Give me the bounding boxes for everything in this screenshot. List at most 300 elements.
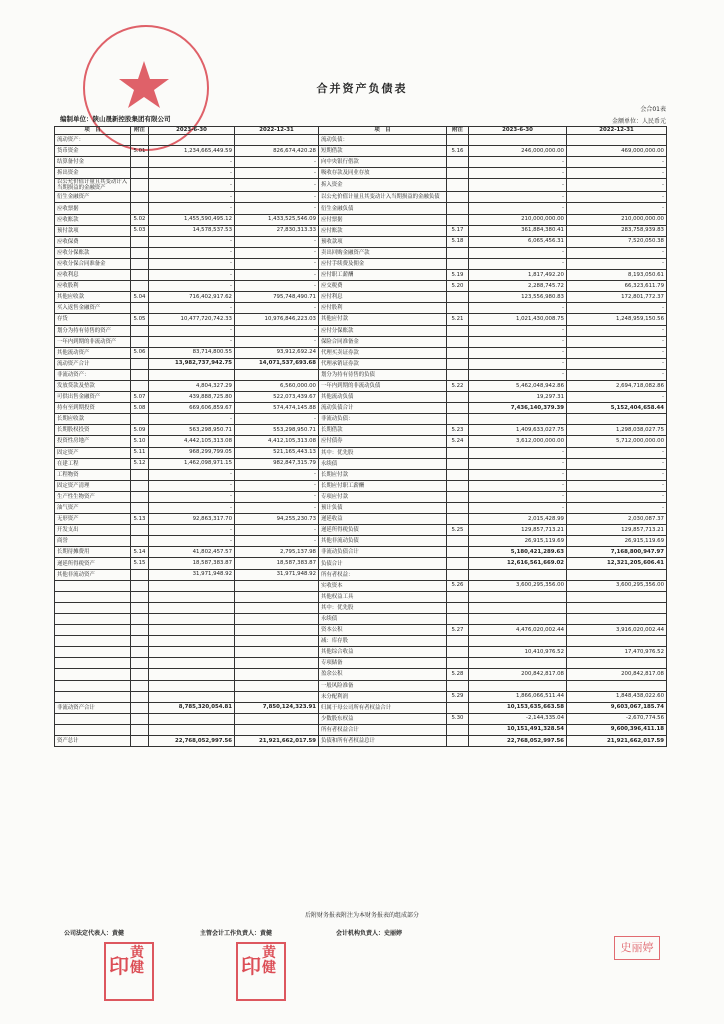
cell-right-2023: 5,180,421,289.63 [469,547,567,558]
col-header-date1-left: 2023-6-30 [149,127,235,135]
cell-left-2023: - [149,325,235,336]
cell-left-2022: - [235,303,319,314]
cell-left-2022 [235,713,319,724]
cell-right-note: 5.23 [447,425,469,436]
table-row [55,157,667,168]
cell-left-note: 5.08 [131,403,149,414]
cell-left-item: 预付款项 [55,225,131,236]
cell-left-note [131,203,149,214]
cell-right-note: 5.29 [447,691,469,702]
table-row [55,636,667,647]
cell-left-2022: 7,850,124,323.91 [235,702,319,713]
cell-right-2023 [469,680,567,691]
cell-left-item: 在建工程 [55,458,131,469]
cell-right-2022: - [567,491,667,502]
cell-left-2022: 982,847,315.79 [235,458,319,469]
cell-right-2023: 361,884,380.41 [469,225,567,236]
cell-right-2022: 1,298,038,027.75 [567,425,667,436]
cell-right-2023: - [469,369,567,380]
cell-left-note [131,735,149,746]
cell-left-2022: 94,255,230.73 [235,514,319,525]
cell-left-2022: 31,971,948.92 [235,569,319,580]
cell-right-2023: 4,476,020,002.44 [469,625,567,636]
cell-right-2023: - [469,179,567,192]
cell-left-note [131,135,149,146]
table-row [55,735,667,746]
cell-left-item: 投资性房地产 [55,436,131,447]
table-row [55,292,667,303]
cell-right-note [447,247,469,258]
table-row [55,613,667,624]
cell-left-2022: - [235,236,319,247]
cell-left-item: 存货 [55,314,131,325]
cell-right-note [447,392,469,403]
cell-right-2023: 19,297.31 [469,392,567,403]
cell-right-item: 减：库存股 [319,636,447,647]
cell-left-2022: 18,587,383.87 [235,558,319,569]
cell-left-item: 固定资产清理 [55,480,131,491]
cell-right-item: 资本公积 [319,625,447,636]
cell-left-item: 流动资产： [55,135,131,146]
col-header-note-left: 附注 [131,127,149,135]
cell-left-2022: 522,073,439.67 [235,392,319,403]
cell-right-item: 负债合计 [319,558,447,569]
cell-left-item: 油气资产 [55,503,131,514]
cell-left-2023 [149,658,235,669]
cell-left-2022 [235,647,319,658]
table-row [55,347,667,358]
cell-left-note: 5.14 [131,547,149,558]
footer-note: 后附财务报表附注为本财务报表的组成部分 [304,912,419,919]
table-row [55,724,667,735]
cell-left-item: 发放贷款及垫款 [55,380,131,391]
cell-right-2023: - [469,480,567,491]
signature-accounting-dept: 会计机构负责人：史丽婷 [336,930,403,937]
cell-left-2022: 27,830,313.33 [235,225,319,236]
cell-left-2023: - [149,281,235,292]
cell-left-note: 5.09 [131,425,149,436]
table-row [55,403,667,414]
cell-right-note [447,458,469,469]
cell-right-2022 [567,658,667,669]
cell-left-2023 [149,625,235,636]
cell-left-2022: - [235,414,319,425]
cell-right-note [447,447,469,458]
cell-left-item: 固定资产 [55,447,131,458]
cell-left-2023: 41,802,457.57 [149,547,235,558]
cell-left-item: 应收利息 [55,270,131,281]
cell-left-note [131,658,149,669]
table-row [55,580,667,591]
cell-left-note [131,491,149,502]
cell-right-item: 未分配利润 [319,691,447,702]
cell-left-item: 应收股利 [55,281,131,292]
cell-right-2023 [469,414,567,425]
cell-left-2023 [149,580,235,591]
cell-right-item: 短期借款 [319,146,447,157]
cell-left-2023: 1,234,665,449.59 [149,146,235,157]
cell-left-2023: - [149,236,235,247]
table-row [55,179,667,192]
cell-right-2022 [567,680,667,691]
cell-left-note [131,192,149,203]
cell-right-note [447,503,469,514]
cell-right-2023: - [469,303,567,314]
cell-right-item: 长期借款 [319,425,447,436]
cell-left-2022 [235,135,319,146]
table-row [55,558,667,569]
cell-left-2023: 14,578,537.53 [149,225,235,236]
cell-right-2023: - [469,325,567,336]
table-row [55,591,667,602]
cell-right-note: 5.22 [447,380,469,391]
table-row [55,625,667,636]
cell-right-2023: - [469,336,567,347]
table-row [55,314,667,325]
cell-left-item: 长期股权投资 [55,425,131,436]
cell-left-note: 5.04 [131,292,149,303]
cell-right-note [447,491,469,502]
cell-right-2022: - [567,303,667,314]
cell-right-note [447,157,469,168]
page-title: 合并资产负债表 [316,82,408,95]
cell-left-item [55,591,131,602]
cell-right-2023: 1,866,066,511.44 [469,691,567,702]
table-row [55,380,667,391]
cell-left-note [131,157,149,168]
cell-left-item: 非流动资产： [55,369,131,380]
cell-right-item: 其他流动负债 [319,392,447,403]
cell-right-item: 代理承销证券款 [319,358,447,369]
cell-right-2023: - [469,458,567,469]
table-row [55,503,667,514]
cell-right-2022: - [567,179,667,192]
cell-right-2023: 26,915,119.69 [469,536,567,547]
cell-right-2022: - [567,458,667,469]
table-row [55,436,667,447]
cell-left-note [131,303,149,314]
cell-left-note [131,702,149,713]
cell-left-2022: 1,433,525,546.09 [235,214,319,225]
cell-right-2022: - [567,192,667,203]
table-row [55,203,667,214]
cell-left-note [131,247,149,258]
cell-right-2023: 3,600,295,356.00 [469,580,567,591]
cell-right-2023: -2,144,335.04 [469,713,567,724]
company-name: 编制单位：陕山晟新控股集团有限公司 [60,115,171,123]
cell-left-2023 [149,647,235,658]
cell-left-note [131,680,149,691]
cell-left-note [131,325,149,336]
cell-right-item: 其他应付款 [319,314,447,325]
cell-left-item: 一年内到期的非流动资产 [55,336,131,347]
cell-right-item: 拆入资金 [319,179,447,192]
cell-left-note: 5.06 [131,347,149,358]
cell-right-item: 长期应付款 [319,469,447,480]
cell-left-note: 5.05 [131,314,149,325]
cell-left-item: 无形资产 [55,514,131,525]
cell-left-item: 结算备付金 [55,157,131,168]
cell-right-item: 应付职工薪酬 [319,270,447,281]
table-row [55,336,667,347]
cell-left-2022: - [235,281,319,292]
cell-left-2022 [235,602,319,613]
cell-right-note: 5.19 [447,270,469,281]
cell-left-note [131,258,149,269]
cell-right-note [447,613,469,624]
cell-left-item: 其他应收款 [55,292,131,303]
cell-left-2023: - [149,303,235,314]
cell-left-note [131,414,149,425]
cell-left-2022: 521,165,443.13 [235,447,319,458]
cell-right-note: 5.21 [447,314,469,325]
cell-right-2022: 5,152,404,658.44 [567,403,667,414]
cell-left-note [131,569,149,580]
cell-left-2022 [235,658,319,669]
cell-left-item: 货币资金 [55,146,131,157]
signature-accounting-head: 主管会计工作负责人：黄健 [200,930,273,937]
personal-seal-1: 印 黄 健 [104,942,154,1001]
cell-left-item [55,669,131,680]
cell-left-item: 非流动资产合计 [55,702,131,713]
cell-right-2022: 2,030,087.37 [567,514,667,525]
cell-right-2022: 3,600,295,356.00 [567,580,667,591]
cell-left-2023: - [149,168,235,179]
cell-left-item: 开发支出 [55,525,131,536]
cell-left-item: 流动资产合计 [55,358,131,369]
cell-left-item: 其他流动资产 [55,347,131,358]
table-row [55,358,667,369]
cell-left-note [131,236,149,247]
table-row [55,480,667,491]
cell-left-2022: - [235,179,319,192]
cell-right-2023: 6,065,456.31 [469,236,567,247]
cell-right-2022: 12,321,205,606.41 [567,558,667,569]
table-row [55,491,667,502]
cell-left-2023: 968,299,799.05 [149,447,235,458]
cell-left-note [131,602,149,613]
cell-left-item: 衍生金融资产 [55,192,131,203]
cell-left-item: 应收账款 [55,214,131,225]
cell-right-2022: - [567,358,667,369]
cell-right-note [447,347,469,358]
cell-right-2023 [469,569,567,580]
cell-left-item: 应收分保账款 [55,247,131,258]
cell-right-2023 [469,658,567,669]
cell-left-item [55,602,131,613]
cell-left-note [131,525,149,536]
cell-right-2023: 22,768,052,997.56 [469,735,567,746]
cell-right-note [447,547,469,558]
cell-left-item: 买入返售金融资产 [55,303,131,314]
cell-left-2022: 553,298,950.71 [235,425,319,436]
table-row [55,135,667,146]
cell-left-2022: - [235,525,319,536]
cell-right-2022: 1,848,438,022.60 [567,691,667,702]
table-row [55,691,667,702]
cell-left-2023: - [149,258,235,269]
cell-left-2022: - [235,480,319,491]
table-row [55,547,667,558]
cell-left-note: 5.03 [131,225,149,236]
personal-seal-2: 印 黄 健 [236,942,286,1001]
cell-left-2023: - [149,491,235,502]
cell-right-2023: 246,000,000.00 [469,146,567,157]
cell-left-2023 [149,591,235,602]
cell-right-item: 应付利息 [319,292,447,303]
cell-left-note: 5.02 [131,214,149,225]
cell-right-note [447,636,469,647]
cell-left-item [55,680,131,691]
cell-right-note [447,735,469,746]
cell-left-note [131,270,149,281]
cell-left-2022: - [235,491,319,502]
cell-right-item: 永续债 [319,613,447,624]
cell-right-note: 5.27 [447,625,469,636]
cell-right-2023: 210,000,000.00 [469,214,567,225]
table-row [55,369,667,380]
cell-right-item: 其他非流动负债 [319,536,447,547]
cell-left-note [131,179,149,192]
cell-left-2022 [235,369,319,380]
cell-left-note: 5.11 [131,447,149,458]
cell-right-2022: - [567,168,667,179]
cell-right-item: 应付债券 [319,436,447,447]
cell-right-note [447,569,469,580]
cell-right-2022: 21,921,662,017.59 [567,735,667,746]
cell-left-2022: - [235,503,319,514]
cell-right-item: 其中：优先股 [319,447,447,458]
cell-right-2023 [469,636,567,647]
cell-right-2022: - [567,480,667,491]
cell-left-2023: 18,587,383.87 [149,558,235,569]
cell-left-note [131,724,149,735]
cell-right-note [447,602,469,613]
cell-left-2023: 31,971,948.92 [149,569,235,580]
cell-right-note [447,303,469,314]
cell-right-item: 一般风险准备 [319,680,447,691]
table-row [55,458,667,469]
cell-left-item: 资产总计 [55,735,131,746]
cell-left-note [131,669,149,680]
cell-left-2022: 826,674,420.28 [235,146,319,157]
cell-right-note: 5.26 [447,580,469,591]
cell-left-2023: - [149,536,235,547]
cell-right-item: 少数股东权益 [319,713,447,724]
cell-left-note [131,380,149,391]
cell-left-note [131,336,149,347]
cell-left-note [131,503,149,514]
cell-right-item: 应付账款 [319,225,447,236]
cell-right-2022: 9,603,067,185.74 [567,702,667,713]
cell-right-2022: - [567,203,667,214]
cell-right-item: 递延所得税负债 [319,525,447,536]
cell-right-2022: - [567,157,667,168]
cell-left-2023 [149,724,235,735]
cell-left-2022: - [235,469,319,480]
cell-right-note [447,469,469,480]
col-header-item-left: 项 目 [55,127,131,135]
table-row [55,525,667,536]
cell-left-2023 [149,680,235,691]
table-row [55,225,667,236]
cell-right-item: 专项应付款 [319,491,447,502]
cell-right-2022: 469,000,000.00 [567,146,667,157]
cell-left-2023: - [149,525,235,536]
cell-left-item: 应收保费 [55,236,131,247]
cell-right-2023 [469,602,567,613]
cell-left-item: 长期应收款 [55,414,131,425]
cell-left-item [55,636,131,647]
cell-right-item: 卖出回购金融资产款 [319,247,447,258]
cell-left-2022 [235,680,319,691]
table-row [55,281,667,292]
cell-left-note [131,580,149,591]
cell-left-item: 拆出资金 [55,168,131,179]
col-header-item-right: 项 目 [319,127,447,135]
table-row [55,392,667,403]
cell-left-2023: 4,442,105,313.08 [149,436,235,447]
cell-right-item: 应付分保账款 [319,325,447,336]
cell-left-note: 5.15 [131,558,149,569]
cell-right-note: 5.16 [447,146,469,157]
cell-right-2023: 2,015,428.99 [469,514,567,525]
cell-left-2022: 2,795,137.98 [235,547,319,558]
cell-right-2023: 3,612,000,000.00 [469,436,567,447]
col-header-date2-right: 2022-12-31 [567,127,667,135]
cell-left-2022: 93,912,692.24 [235,347,319,358]
cell-left-item: 划分为持有待售的资产 [55,325,131,336]
cell-right-note: 5.28 [447,669,469,680]
form-number: 会合01表 [640,106,666,113]
cell-right-item: 专项储备 [319,658,447,669]
table-row [55,247,667,258]
cell-left-item: 应收票据 [55,203,131,214]
cell-right-note [447,135,469,146]
cell-right-2023 [469,613,567,624]
cell-right-item: 代理买卖证券款 [319,347,447,358]
cell-left-item [55,625,131,636]
cell-right-item: 负债和所有者权益总计 [319,735,447,746]
cell-left-item: 长期待摊费用 [55,547,131,558]
cell-left-2022 [235,591,319,602]
cell-left-note [131,625,149,636]
cell-right-note [447,658,469,669]
cell-left-2023: 716,402,917.62 [149,292,235,303]
cell-right-note [447,702,469,713]
cell-right-item: 吸收存款及同业存放 [319,168,447,179]
cell-left-2023: 1,455,590,495.12 [149,214,235,225]
table-row [55,192,667,203]
cell-right-item: 长期应付职工薪酬 [319,480,447,491]
cell-right-2023: 1,817,492.20 [469,270,567,281]
cell-right-note [447,192,469,203]
cell-left-note: 5.01 [131,146,149,157]
cell-right-note: 5.17 [447,225,469,236]
cell-right-2022: 172,801,772.37 [567,292,667,303]
cell-right-2022 [567,569,667,580]
cell-right-note: 5.24 [447,436,469,447]
cell-right-2022: - [567,325,667,336]
cell-right-2022: 1,248,959,150.56 [567,314,667,325]
cell-left-note: 5.12 [131,458,149,469]
cell-right-note [447,258,469,269]
cell-left-2022 [235,625,319,636]
cell-right-2023: - [469,247,567,258]
cell-right-item: 预收款项 [319,236,447,247]
cell-right-2022 [567,591,667,602]
cell-left-item: 递延所得税资产 [55,558,131,569]
